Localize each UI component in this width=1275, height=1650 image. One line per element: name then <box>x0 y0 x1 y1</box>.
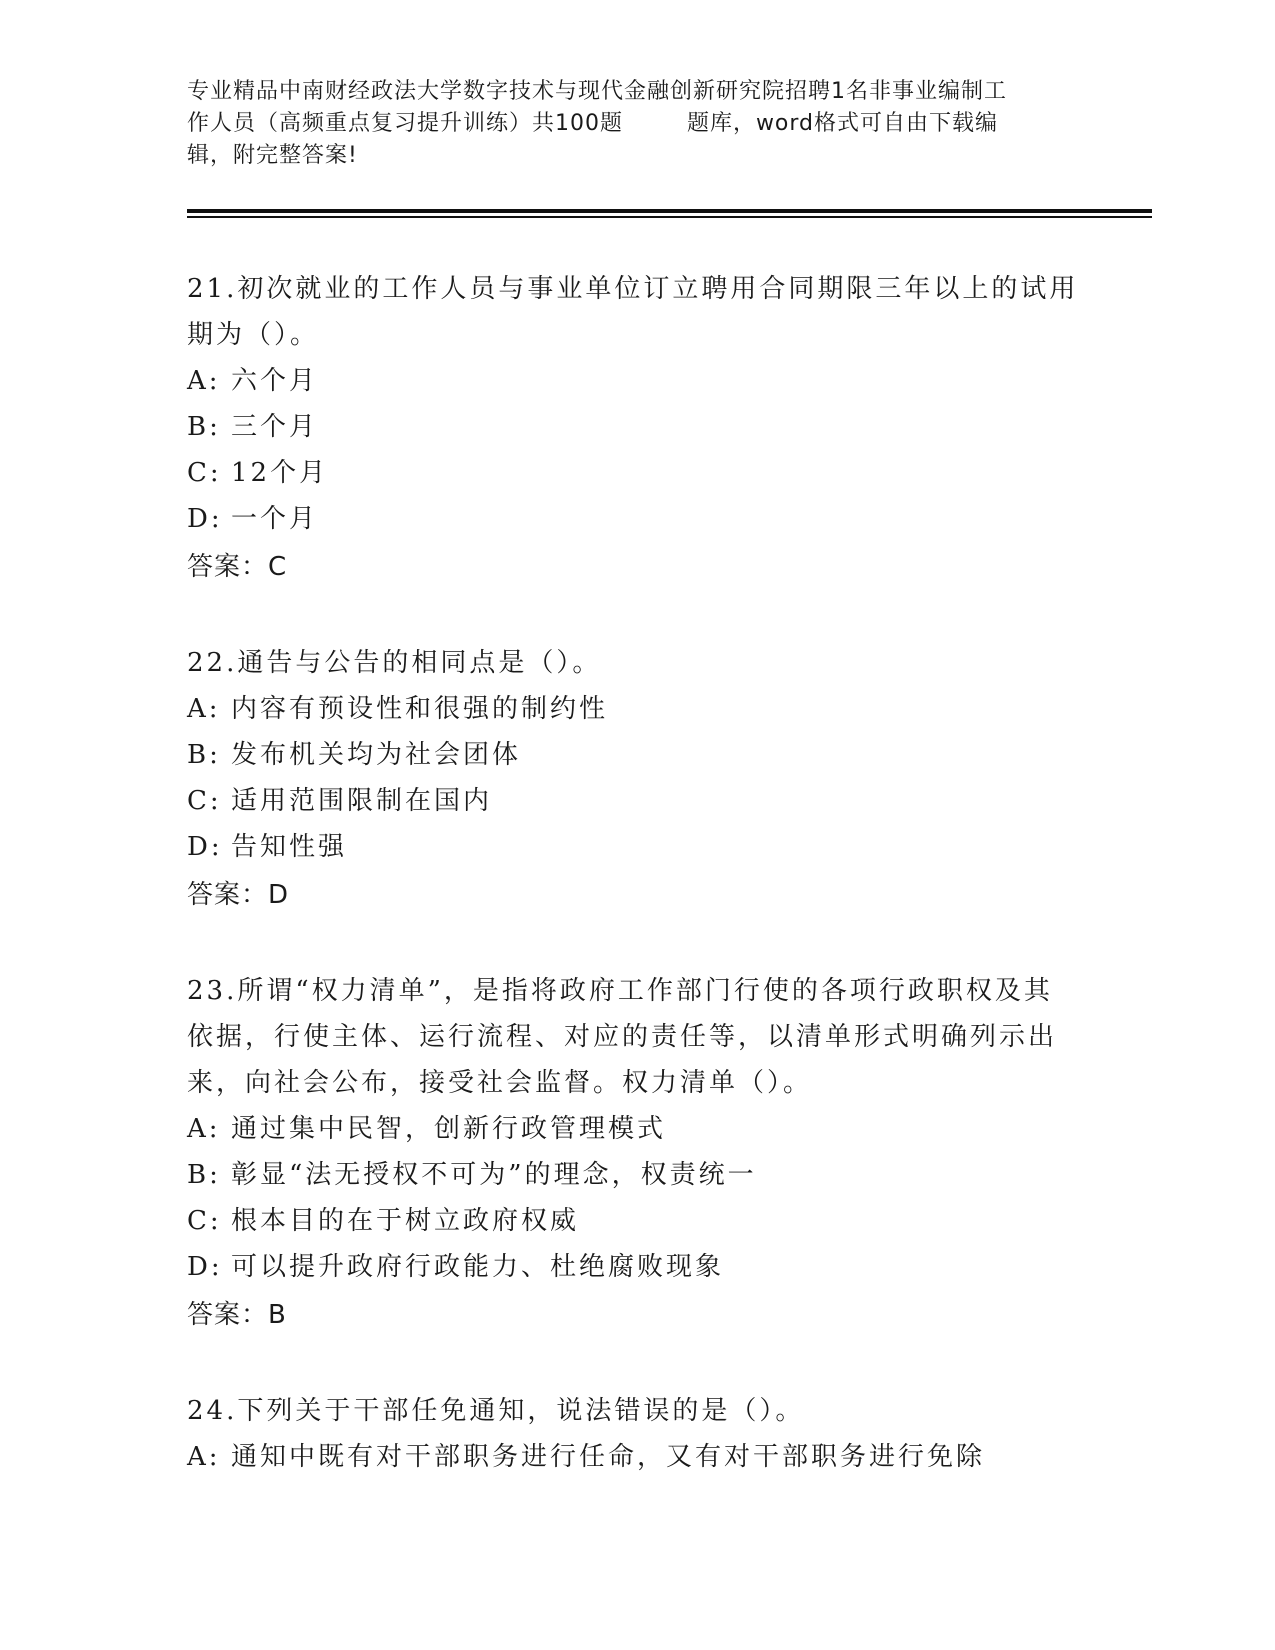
option-text: 三个月 <box>231 412 319 442</box>
option-key: A: <box>187 1442 221 1472</box>
option-text: 适用范围限制在国内 <box>231 786 493 816</box>
header-divider-thick <box>187 209 1152 213</box>
question-text: 依据，行使主体、运行流程、对应的责任等，以清单形式明确列示出 <box>187 1022 1058 1052</box>
option-text: 彰显“法无授权不可为”的理念，权责统一 <box>231 1160 757 1190</box>
header-line-2: 作人员（高频重点复习提升训练）共100题 题库，word格式可自由下载编 <box>187 111 999 136</box>
option-key: B: <box>187 1160 221 1190</box>
option-text: 通过集中民智，创新行政管理模式 <box>231 1114 667 1144</box>
question-22 <box>187 640 1087 918</box>
question-23 <box>187 968 1087 1338</box>
option-c <box>187 450 1087 496</box>
header-divider-thin <box>187 216 1152 218</box>
header-line-3: 辑，附完整答案! <box>187 143 358 168</box>
document-header <box>187 76 1087 172</box>
option-a <box>187 686 1087 732</box>
option-d <box>187 824 1087 870</box>
option-a <box>187 1106 1087 1152</box>
header-line-1: 专业精品中南财经政法大学数字技术与现代金融创新研究院招聘1名非事业编制工 <box>187 79 1007 104</box>
option-key: C: <box>187 458 222 488</box>
question-text: 期为（）。 <box>187 320 320 350</box>
question-text: 21.初次就业的工作人员与事业单位订立聘用合同期限三年以上的试用 <box>187 274 1079 304</box>
answer: 答案：C <box>187 552 288 582</box>
option-c <box>187 778 1087 824</box>
option-text: 内容有预设性和很强的制约性 <box>231 694 609 724</box>
option-key: D: <box>187 1252 223 1282</box>
option-text: 12个月 <box>231 458 329 488</box>
question-text: 24.下列关于干部任免通知，说法错误的是（）。 <box>187 1396 805 1426</box>
question-text: 来，向社会公布，接受社会监督。权力清单（）。 <box>187 1068 813 1098</box>
option-text: 通知中既有对干部职务进行任命，又有对干部职务进行免除 <box>231 1442 986 1472</box>
question-text: 22.通告与公告的相同点是（）。 <box>187 648 602 678</box>
option-text: 六个月 <box>231 366 319 396</box>
option-key: B: <box>187 740 221 770</box>
option-text: 发布机关均为社会团体 <box>231 740 522 770</box>
option-text: 一个月 <box>231 504 319 534</box>
question-24 <box>187 1388 1087 1480</box>
option-b <box>187 404 1087 450</box>
option-text: 根本目的在于树立政府权威 <box>231 1206 580 1236</box>
question-21 <box>187 266 1087 590</box>
option-key: A: <box>187 1114 221 1144</box>
option-a <box>187 358 1087 404</box>
option-d <box>187 1244 1087 1290</box>
answer: 答案：B <box>187 1300 287 1330</box>
option-b <box>187 1152 1087 1198</box>
option-key: C: <box>187 786 222 816</box>
option-text: 可以提升政府行政能力、杜绝腐败现象 <box>231 1252 725 1282</box>
option-d <box>187 496 1087 542</box>
option-b <box>187 732 1087 778</box>
option-key: C: <box>187 1206 222 1236</box>
option-text: 告知性强 <box>231 832 348 862</box>
option-a <box>187 1434 1087 1480</box>
answer: 答案：D <box>187 880 290 910</box>
option-c <box>187 1198 1087 1244</box>
option-key: A: <box>187 694 221 724</box>
question-text: 23.所谓“权力清单”，是指将政府工作部门行使的各项行政职权及其 <box>187 976 1053 1006</box>
option-key: D: <box>187 832 223 862</box>
question-list <box>187 266 1087 1530</box>
option-key: D: <box>187 504 223 534</box>
option-key: A: <box>187 366 221 396</box>
option-key: B: <box>187 412 221 442</box>
